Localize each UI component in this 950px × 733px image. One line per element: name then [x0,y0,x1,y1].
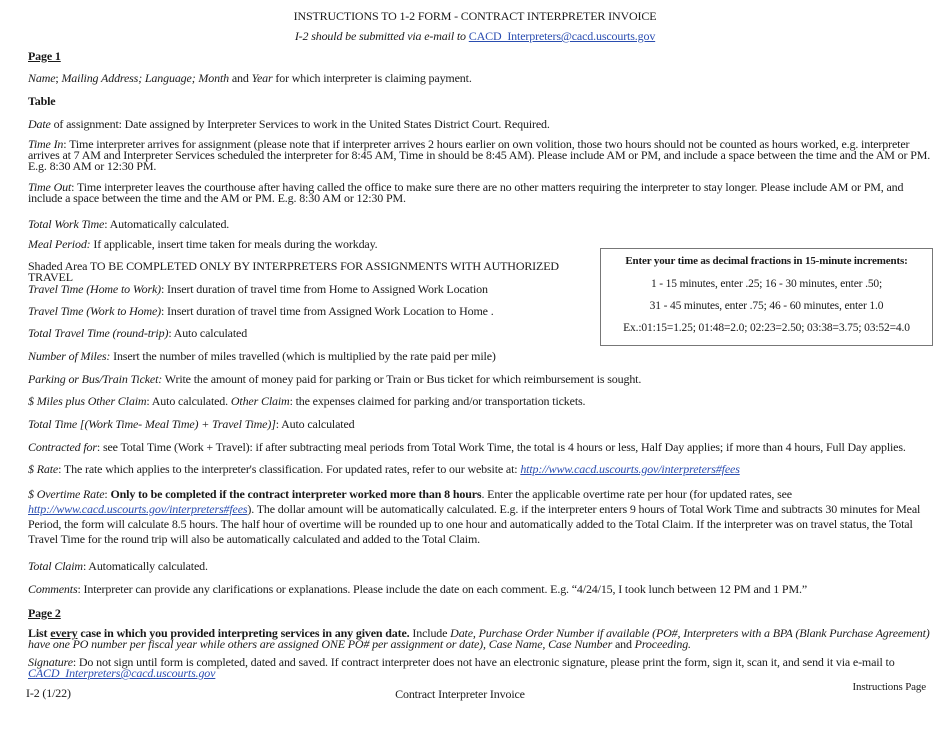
rate-instruction: $ Rate: The rate which applies to the interpreter's classification. For updated rates, refer to our website at: http://www.cacd.uscourts.gov/interpreters#fees [28,462,740,476]
total-work-instruction: Total Work Time: Automatically calculated. [28,217,230,231]
box-line-3: Ex.:01:15=1.25; 01:48=2.0; 02:23=2.50; 03:38=3.75; 03:52=4.0 [623,322,910,334]
signature-email-link[interactable]: CACD_Interpreters@cacd.uscourts.gov [28,666,216,680]
date-instruction: Date of assignment: Date assigned by Interpreter Services to work in the United States District Court. Required. [28,117,550,131]
table-heading: Table [28,94,56,108]
footer-title: Contract Interpreter Invoice [395,687,525,701]
footer-page-label: Instructions Page [852,681,926,693]
name-instruction: Name; Mailing Address; Language; Month and Year for which interpreter is claiming payment. [28,71,472,85]
email-link[interactable]: CACD_Interpreters@cacd.uscourts.gov [468,29,656,43]
page1-heading: Page 1 [28,49,61,63]
time-in-instruction: Time In: Time interpreter arrives for assignment (please note that if interpreter arrives 2 hours earlier on own volition, those two hours should not be counted as hours worked, e.g. interpreter arrives at 7 AM and Interpreter Services scheduled the interpreter for 8:45 AM, Time in should be 8:45 AM). Please include AM or PM, and include a space between the time and the AM or PM. E.g. 8:30 AM or 12:30 PM. [28,137,931,173]
overtime-instruction: $ Overtime Rate: Only to be completed if the contract interpreter worked more than 8 hours. Enter the applicable overtime rate per hour (for updated rates, see http://www.cacd.uscourts.gov/interpreters#fees). The dollar amount will be automatically calculated. E.g. if the interpreter enters 9 hours of Total Work Time and subtracts 30 minutes for Meal Period, the form will calculate 8.5 hours. The half hour of overtime will be rounded up to one hour and automatically added to the Total Claim. If the interpreter was on travel status, the Total Travel Time for the round trip will also be automatically calculated and added to the Total Claim. [28,487,921,546]
signature-instruction: Signature: Do not sign until form is completed, dated and saved. If contract interpreter does not have an electronic signature, please print the form, sign it, scan it, and send it via e-mail to CACD_Interpreters@cacd.uscourts.gov [28,655,895,680]
travel-home-instruction: Travel Time (Home to Work): Insert duration of travel time from Home to Assigned Work Location [28,282,488,296]
travel-total-instruction: Total Travel Time (round-trip): Auto calculated [28,326,248,340]
rates-link[interactable]: http://www.cacd.uscourts.gov/interpreters#fees [520,462,740,476]
shaded-area-note: Shaded Area TO BE COMPLETED ONLY BY INTERPRETERS FOR ASSIGNMENTS WITH AUTHORIZED TRAVEL [28,259,559,284]
footer-form-id: I-2 (1/22) [26,686,71,700]
comments-instruction: Comments: Interpreter can provide any clarifications or explanations. Please include the date on each comment. E.g. “4/24/15, I took lunch between 12 PM and 1 PM.” [28,582,807,596]
decimal-time-box [600,248,933,346]
meal-instruction: Meal Period: If applicable, insert time taken for meals during the workday. [28,237,378,251]
box-title: Enter your time as decimal fractions in 15-minute increments: [625,255,908,267]
total-claim-instruction: Total Claim: Automatically calculated. [28,559,208,573]
miles-instruction: Number of Miles: Insert the number of miles travelled (which is multiplied by the rate paid per mile) [28,349,496,363]
total-time-instruction: Total Time [(Work Time- Meal Time) + Travel Time)]: Auto calculated [28,417,355,431]
time-out-instruction: Time Out: Time interpreter leaves the courthouse after having called the office to make sure there are no other matters requiring the interpreter to stay longer. Please include AM or PM, and include a space between the time and the AM or PM. E.g. 8:30 AM or 12:30 PM. [28,180,904,205]
contracted-instruction: Contracted for: see Total Time (Work + Travel): if after subtracting meal periods from Total Work Time, the total is 4 hours or less, Half Day applies; if more than 4 hours, Full Day applies. [28,440,906,454]
box-line-1: 1 - 15 minutes, enter .25; 16 - 30 minutes, enter .50; [650,278,883,290]
box-line-2: 31 - 45 minutes, enter .75; 46 - 60 minutes, enter 1.0 [649,300,884,312]
page-subtitle [0,31,950,42]
page-title: INSTRUCTIONS TO 1-2 FORM - CONTRACT INTERPRETER INVOICE [293,9,657,23]
page2-heading: Page 2 [28,606,61,620]
overtime-rates-link[interactable]: http://www.cacd.uscourts.gov/interpreters#fees [28,502,248,516]
travel-work-instruction: Travel Time (Work to Home): Insert duration of travel time from Assigned Work Location to Home . [28,304,494,318]
parking-instruction: Parking or Bus/Train Ticket: Write the amount of money paid for parking or Train or Bus ticket for which reimbursement is sought. [28,372,642,386]
list-instruction: List every case in which you provided interpreting services in any given date. Include Date, Purchase Order Number if available (PO#, Interpreters with a BPA (Blank Purchase Agreement) have one PO number per fiscal year while others are assigned ONE PO# per assignment or date), Case Name, Case Number and Proceeding. [28,626,930,651]
miles-other-instruction: $ Miles plus Other Claim: Auto calculated. Other Claim: the expenses claimed for parking and/or transportation tickets. [28,394,586,408]
subtitle-text: I-2 should be submitted via e-mail to [294,29,469,43]
